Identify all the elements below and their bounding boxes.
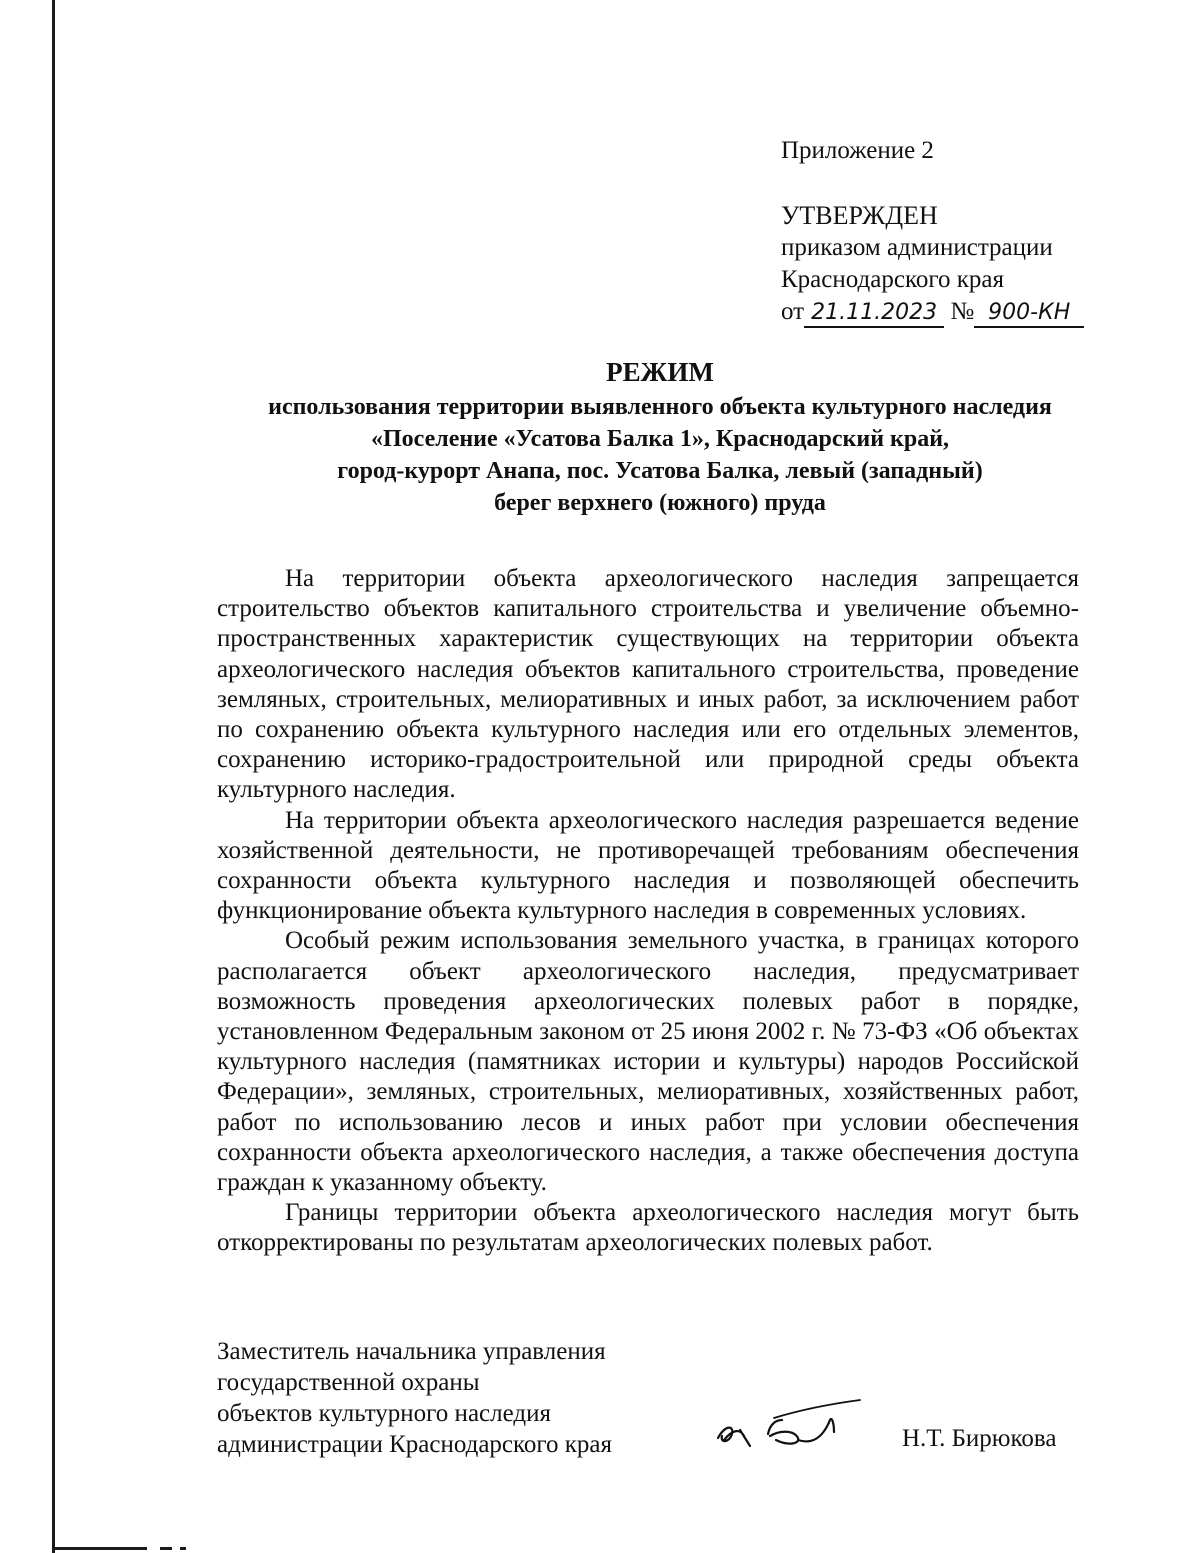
position-line: Заместитель начальника управления xyxy=(217,1338,606,1365)
number-prefix: № xyxy=(950,298,975,325)
scan-border-dash xyxy=(180,1547,186,1550)
paragraph: На территории объекта археологического наследия запрещается строительство объектов капитального строительства и увеличение объемно-пространственных характеристик существующих на территории объекта археологического наследия объектов капитального строительства, проведение земляных, строительных, мелиоративных и иных работ, за исключением работ по сохранению объекта культурного наследия или его отдельных элементов, сохранению историко-градостроительной или природной среды объекта культурного наследия. xyxy=(217,565,1079,804)
date-prefix: от xyxy=(781,298,805,325)
position-line: администрации Краснодарского края xyxy=(217,1431,613,1458)
order-date-number-line xyxy=(781,296,1084,328)
signer-position xyxy=(217,1336,612,1460)
document-body xyxy=(217,564,1079,1259)
appendix-label: Приложение 2 xyxy=(781,137,934,164)
handwritten-order-number: 900-КН xyxy=(974,300,1084,328)
title-line: использования территории выявленного объекта культурного наследия xyxy=(268,394,1052,420)
title-line: «Поселение «Усатова Балка 1», Краснодарский край, xyxy=(370,426,950,452)
title-line: берег верхнего (южного) пруда xyxy=(494,490,826,516)
approved-by-line: Краснодарского края xyxy=(781,266,1004,293)
handwritten-date: 21.11.2023 xyxy=(804,300,944,328)
approved-by-line: приказом администрации xyxy=(781,234,1053,261)
title-main: РЕЖИМ xyxy=(606,357,714,387)
position-line: государственной охраны xyxy=(217,1369,480,1396)
signer-name: Н.Т. Бирюкова xyxy=(902,1425,1057,1452)
title-line: город-курорт Анапа, пос. Усатова Балка, левый (западный) xyxy=(337,458,983,484)
paragraph: Особый режим использования земельного участка, в границах которого располагается объект археологического наследия, предусматривает возможность проведения археологических полевых работ в порядке, установленном Федеральным законом от 25 июня 2002 г. № 73-ФЗ «Об объектах культурного наследия (памятниках истории и культуры) народов Российской Федерации», земляных, строительных, мелиоративных, хозяйственных работ, работ по использованию лесов и иных работ при условии обеспечения сохранности объекта археологического наследия, а также обеспечения доступа граждан к указанному объекту. xyxy=(217,927,1079,1197)
document-title xyxy=(200,355,1120,519)
position-line: объектов культурного наследия xyxy=(217,1400,551,1427)
paragraph: На территории объекта археологического наследия разрешается ведение хозяйственной деятельности, не противоречащей требованиям обеспечения сохранности объекта культурного наследия и позволяющей обеспечить функционирование объекта культурного наследия в современных условиях. xyxy=(217,806,1079,925)
paragraph: Границы территории объекта археологического наследия могут быть откорректированы по результатам археологических полевых работ. xyxy=(217,1199,1079,1257)
scan-border-dash xyxy=(160,1547,172,1550)
handwritten-signature-icon xyxy=(710,1390,870,1460)
scan-border-bottom xyxy=(52,1547,147,1550)
scan-border-left xyxy=(52,0,55,1553)
approval-block xyxy=(781,135,1084,328)
approved-stamp-text: УТВЕРЖДЕН xyxy=(781,201,938,230)
